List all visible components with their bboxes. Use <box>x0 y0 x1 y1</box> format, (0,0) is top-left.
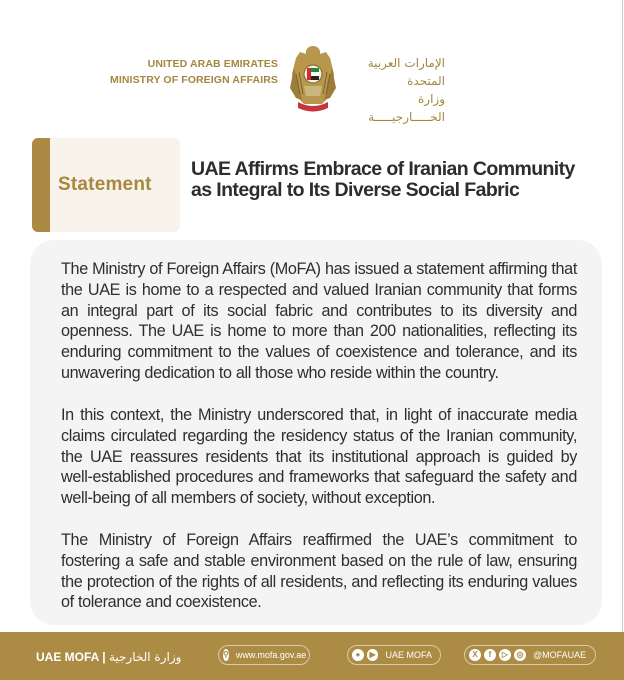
social-handle: @MOFAUAE <box>533 650 587 660</box>
instagram-icon[interactable]: ◎ <box>514 649 526 661</box>
header-arabic-line-2: وزارة الخـــــارجيـــــة <box>368 92 445 124</box>
footer-brand-english: UAE MOFA | <box>36 650 106 664</box>
website-label: www.mofa.gov.ae <box>235 650 307 660</box>
uae-falcon-emblem-icon <box>288 44 338 116</box>
app-store-links[interactable] <box>347 645 441 665</box>
play-store-icon[interactable]: ▶ <box>367 649 379 661</box>
header-arabic <box>350 54 445 126</box>
statement-badge <box>32 138 180 232</box>
header-english-line-2: MINISTRY OF FOREIGN AFFAIRS <box>110 74 278 86</box>
page-title <box>191 159 591 201</box>
body-paragraph-2: In this context, the Ministry underscored that, in light of inaccurate media claims circulated regarding the residency status of the Iranian community, the UAE reassures residents that its institutional approach is guided by well-established procedures and frameworks that safeguard the safety and well-being of all members of society, without exception. <box>61 406 577 508</box>
footer-brand-arabic: وزارة الخارجية <box>108 650 182 664</box>
app-label: UAE MOFA <box>385 650 432 660</box>
apple-icon[interactable]: ● <box>352 649 364 661</box>
title-line-1: UAE Affirms Embrace of Iranian Community <box>191 158 575 180</box>
ministry-header <box>0 40 624 124</box>
header-english-line-1: UNITED ARAB EMIRATES <box>147 58 278 70</box>
statement-body-card <box>30 240 602 625</box>
social-links[interactable] <box>464 645 596 665</box>
body-paragraph-1: The Ministry of Foreign Affairs (MoFA) has issued a statement affirming that the UAE is home to a respected and valued Iranian community that forms an integral part of its social fabric and contributes to its diversity and openness. The UAE is home to more than 200 nationalities, reflecting its enduring commitment to the values of coexistence and tolerance, and its unwavering dedication to all those who reside within the country. <box>61 260 577 382</box>
search-icon: ⚲ <box>223 650 229 659</box>
badge-accent-bar <box>32 138 50 232</box>
header-arabic-line-1: الإمارات العربية المتحدة <box>367 56 445 88</box>
title-line-2: as Integral to Its Diverse Social Fabric <box>191 179 520 201</box>
youtube-icon[interactable]: ▷ <box>499 649 511 661</box>
body-paragraph-3: The Ministry of Foreign Affairs reaffirmed the UAE’s commitment to fostering a safe and stable environment based on the rule of law, ensuring the protection of the rights of all residents, and reflecting its enduring values of tolerance and coexistence. <box>61 531 577 612</box>
footer-brand <box>36 650 181 664</box>
facebook-icon[interactable]: f <box>484 649 496 661</box>
badge-label: Statement <box>58 174 152 195</box>
header-english <box>110 56 278 88</box>
x-icon[interactable]: X <box>469 649 481 661</box>
website-link[interactable] <box>218 645 310 665</box>
footer-bar <box>0 632 624 680</box>
